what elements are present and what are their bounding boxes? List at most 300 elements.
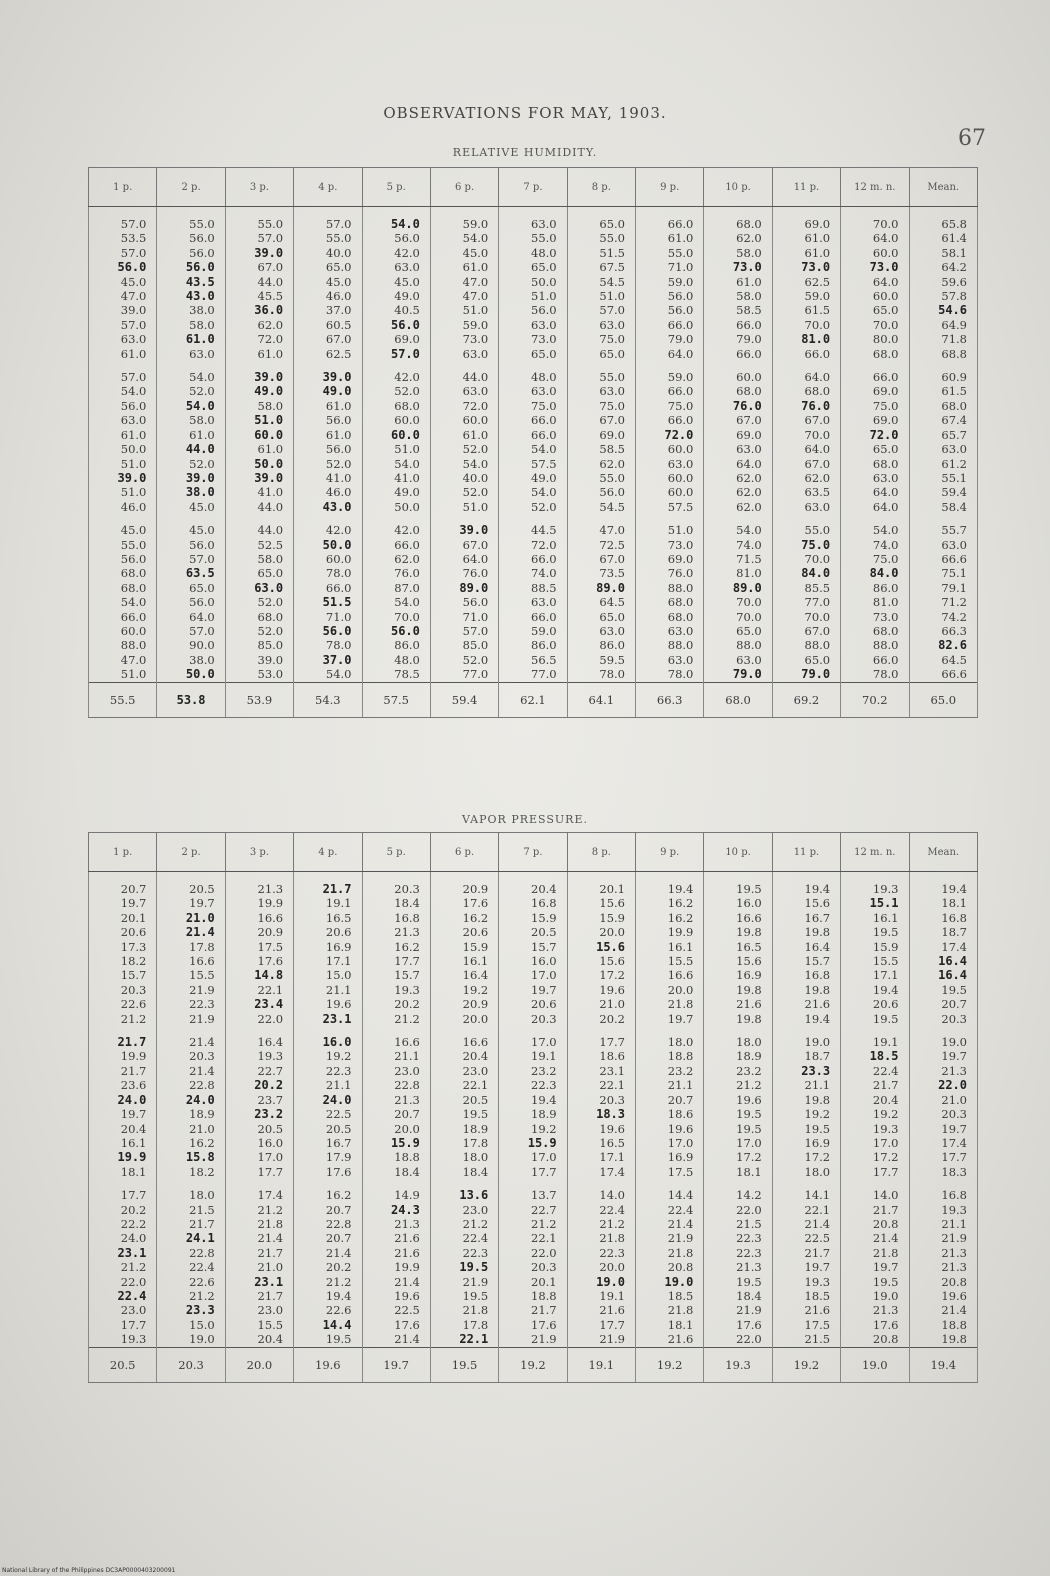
table-cell: 56.0 bbox=[294, 624, 362, 638]
table-cell: 89.0 bbox=[704, 581, 772, 595]
column-header: 2 p. bbox=[157, 168, 225, 207]
table-cell: 71.0 bbox=[430, 610, 498, 624]
table-cell: 55.0 bbox=[567, 471, 635, 485]
table-cell: 21.7 bbox=[294, 872, 362, 897]
table-row bbox=[89, 246, 978, 260]
table-cell: 52.0 bbox=[294, 457, 362, 471]
table-cell: 16.8 bbox=[909, 911, 978, 925]
table-cell: 15.9 bbox=[499, 911, 567, 925]
table-row bbox=[89, 1165, 978, 1179]
table-cell: 16.2 bbox=[636, 911, 704, 925]
column-header: 5 p. bbox=[362, 833, 430, 872]
table-cell: 21.1 bbox=[362, 1049, 430, 1063]
table-cell: 17.2 bbox=[772, 1150, 840, 1164]
column-header: 12 m. n. bbox=[841, 833, 909, 872]
table-cell: 22.7 bbox=[499, 1203, 567, 1217]
table-cell: 56.5 bbox=[499, 653, 567, 667]
table-cell: 19.0 bbox=[567, 1275, 635, 1289]
table-cell: 20.2 bbox=[362, 997, 430, 1011]
table-cell: 86.0 bbox=[567, 638, 635, 652]
table-cell: 49.0 bbox=[362, 485, 430, 499]
table-cell: 47.0 bbox=[89, 653, 157, 667]
table-cell: 74.0 bbox=[841, 538, 909, 552]
table-cell: 17.1 bbox=[841, 968, 909, 982]
table-cell: 15.6 bbox=[567, 940, 635, 954]
table-cell: 21.3 bbox=[362, 1093, 430, 1107]
table-cell: 84.0 bbox=[841, 566, 909, 580]
table-cell: 16.2 bbox=[157, 1136, 225, 1150]
table-cell: 17.6 bbox=[499, 1318, 567, 1332]
table-cell: 17.2 bbox=[567, 968, 635, 982]
table-cell: 19.0 bbox=[772, 1026, 840, 1049]
table-cell: 17.7 bbox=[89, 1318, 157, 1332]
table-cell: 20.3 bbox=[567, 1093, 635, 1107]
table-cell: 19.0 bbox=[636, 1275, 704, 1289]
table-cell: 16.2 bbox=[362, 940, 430, 954]
table-cell: 42.0 bbox=[294, 514, 362, 537]
table-cell: 22.1 bbox=[430, 1332, 498, 1347]
table-cell: 55.0 bbox=[157, 207, 225, 232]
table-cell: 23.0 bbox=[225, 1303, 293, 1317]
table-cell: 22.1 bbox=[499, 1231, 567, 1245]
table-cell: 20.0 bbox=[567, 925, 635, 939]
table-cell: 78.0 bbox=[636, 667, 704, 682]
table-cell: 21.5 bbox=[772, 1332, 840, 1347]
table-cell: 21.8 bbox=[636, 997, 704, 1011]
table-row bbox=[89, 332, 978, 346]
table-cell: 66.0 bbox=[636, 384, 704, 398]
table-cell: 18.9 bbox=[430, 1122, 498, 1136]
table-cell: 15.7 bbox=[362, 968, 430, 982]
table-cell: 54.0 bbox=[157, 361, 225, 384]
table-cell: 68.0 bbox=[841, 347, 909, 361]
table-cell: 65.0 bbox=[567, 207, 635, 232]
table-cell: 21.1 bbox=[294, 1078, 362, 1092]
mean-cell: 53.8 bbox=[157, 682, 225, 717]
table-cell: 22.0 bbox=[225, 1012, 293, 1026]
table-cell: 75.0 bbox=[841, 552, 909, 566]
table-cell: 60.0 bbox=[636, 442, 704, 456]
table-cell: 17.4 bbox=[909, 940, 978, 954]
table-cell: 72.0 bbox=[499, 538, 567, 552]
table-cell: 70.0 bbox=[772, 318, 840, 332]
table-cell: 21.6 bbox=[636, 1332, 704, 1347]
table-cell: 16.2 bbox=[636, 896, 704, 910]
table-cell: 20.9 bbox=[430, 872, 498, 897]
column-header: Mean. bbox=[909, 833, 978, 872]
table-cell: 17.8 bbox=[430, 1318, 498, 1332]
table-cell: 21.7 bbox=[841, 1203, 909, 1217]
table-cell: 19.1 bbox=[567, 1289, 635, 1303]
table-cell: 22.3 bbox=[294, 1064, 362, 1078]
table-cell: 19.0 bbox=[841, 1289, 909, 1303]
table-cell: 16.5 bbox=[567, 1136, 635, 1150]
table-cell: 20.8 bbox=[636, 1260, 704, 1274]
mean-cell: 69.2 bbox=[772, 682, 840, 717]
table-cell: 53.0 bbox=[225, 667, 293, 682]
table-cell: 66.0 bbox=[772, 347, 840, 361]
table-cell: 55.0 bbox=[89, 538, 157, 552]
column-header: 8 p. bbox=[567, 833, 635, 872]
table-cell: 49.0 bbox=[294, 384, 362, 398]
table-cell: 66.0 bbox=[499, 610, 567, 624]
table-cell: 51.0 bbox=[89, 667, 157, 682]
table-cell: 17.9 bbox=[294, 1150, 362, 1164]
table-cell: 71.0 bbox=[294, 610, 362, 624]
table-cell: 71.0 bbox=[636, 260, 704, 274]
table-cell: 24.0 bbox=[89, 1231, 157, 1245]
table-cell: 56.0 bbox=[636, 289, 704, 303]
table-cell: 86.0 bbox=[841, 581, 909, 595]
table-cell: 62.0 bbox=[704, 471, 772, 485]
mean-cell: 19.6 bbox=[294, 1347, 362, 1382]
table-cell: 57.0 bbox=[89, 207, 157, 232]
table-cell: 84.0 bbox=[772, 566, 840, 580]
table-row bbox=[89, 318, 978, 332]
table-cell: 19.9 bbox=[89, 1049, 157, 1063]
table-cell: 89.0 bbox=[567, 581, 635, 595]
table-cell: 21.3 bbox=[362, 1217, 430, 1231]
table-cell: 51.0 bbox=[225, 413, 293, 427]
table-cell: 21.3 bbox=[909, 1064, 978, 1078]
table-cell: 18.7 bbox=[772, 1049, 840, 1063]
table-cell: 39.0 bbox=[157, 471, 225, 485]
table-cell: 21.6 bbox=[567, 1303, 635, 1317]
table-cell: 17.7 bbox=[567, 1318, 635, 1332]
table-cell: 19.0 bbox=[909, 1026, 978, 1049]
table-cell: 14.9 bbox=[362, 1179, 430, 1202]
table-cell: 48.0 bbox=[362, 653, 430, 667]
table-cell: 18.2 bbox=[157, 1165, 225, 1179]
table-cell: 16.2 bbox=[294, 1179, 362, 1202]
table-cell: 71.2 bbox=[909, 595, 978, 609]
table-cell: 20.6 bbox=[841, 997, 909, 1011]
table-cell: 62.0 bbox=[225, 318, 293, 332]
column-header: 11 p. bbox=[772, 833, 840, 872]
table-cell: 17.7 bbox=[841, 1165, 909, 1179]
table-cell: 61.0 bbox=[704, 275, 772, 289]
table-cell: 19.5 bbox=[704, 1122, 772, 1136]
table-cell: 19.5 bbox=[704, 872, 772, 897]
table-cell: 22.8 bbox=[362, 1078, 430, 1092]
table-cell: 20.6 bbox=[499, 997, 567, 1011]
table-row bbox=[89, 566, 978, 580]
table-cell: 78.0 bbox=[294, 638, 362, 652]
table-cell: 55.0 bbox=[772, 514, 840, 537]
mean-cell: 19.2 bbox=[499, 1347, 567, 1382]
table-cell: 21.8 bbox=[430, 1303, 498, 1317]
table-cell: 65.7 bbox=[909, 428, 978, 442]
table-cell: 88.0 bbox=[89, 638, 157, 652]
table-cell: 65.0 bbox=[841, 442, 909, 456]
table-cell: 90.0 bbox=[157, 638, 225, 652]
table-cell: 42.0 bbox=[362, 514, 430, 537]
table-cell: 17.0 bbox=[499, 1150, 567, 1164]
mean-cell: 20.3 bbox=[157, 1347, 225, 1382]
table-cell: 23.1 bbox=[567, 1064, 635, 1078]
table-cell: 80.0 bbox=[841, 332, 909, 346]
table-cell: 21.2 bbox=[567, 1217, 635, 1231]
table-cell: 72.0 bbox=[841, 428, 909, 442]
table-cell: 15.9 bbox=[430, 940, 498, 954]
column-header: 6 p. bbox=[430, 833, 498, 872]
table-cell: 73.0 bbox=[841, 610, 909, 624]
table-cell: 69.0 bbox=[841, 384, 909, 398]
table-cell: 44.0 bbox=[225, 275, 293, 289]
table-cell: 54.6 bbox=[909, 303, 978, 317]
table-cell: 65.0 bbox=[225, 566, 293, 580]
table-cell: 17.6 bbox=[704, 1318, 772, 1332]
table-row bbox=[89, 1275, 978, 1289]
table-cell: 16.7 bbox=[772, 911, 840, 925]
table-cell: 21.3 bbox=[909, 1246, 978, 1260]
table-cell: 75.0 bbox=[772, 538, 840, 552]
table-cell: 21.4 bbox=[157, 1026, 225, 1049]
table-cell: 79.0 bbox=[772, 667, 840, 682]
table-cell: 15.9 bbox=[841, 940, 909, 954]
table-cell: 63.0 bbox=[89, 332, 157, 346]
table-cell: 56.0 bbox=[362, 624, 430, 638]
table-cell: 20.2 bbox=[567, 1012, 635, 1026]
table-cell: 17.5 bbox=[225, 940, 293, 954]
table-cell: 21.4 bbox=[772, 1217, 840, 1231]
table-cell: 13.7 bbox=[499, 1179, 567, 1202]
table-cell: 59.0 bbox=[636, 361, 704, 384]
table-cell: 69.0 bbox=[704, 428, 772, 442]
table-cell: 61.0 bbox=[430, 428, 498, 442]
table-cell: 51.0 bbox=[499, 289, 567, 303]
table-cell: 22.0 bbox=[89, 1275, 157, 1289]
table-cell: 16.4 bbox=[909, 954, 978, 968]
table-cell: 16.6 bbox=[636, 968, 704, 982]
table-cell: 68.0 bbox=[704, 207, 772, 232]
table-cell: 15.7 bbox=[499, 940, 567, 954]
table-cell: 73.0 bbox=[430, 332, 498, 346]
table-cell: 17.7 bbox=[362, 954, 430, 968]
table-cell: 21.1 bbox=[636, 1078, 704, 1092]
table-cell: 54.5 bbox=[567, 500, 635, 514]
table-cell: 18.4 bbox=[362, 1165, 430, 1179]
table-cell: 52.0 bbox=[499, 500, 567, 514]
table-cell: 14.0 bbox=[567, 1179, 635, 1202]
table-cell: 14.0 bbox=[841, 1179, 909, 1202]
table-cell: 66.0 bbox=[704, 347, 772, 361]
table-cell: 58.0 bbox=[157, 413, 225, 427]
table-cell: 62.0 bbox=[567, 457, 635, 471]
table-cell: 16.4 bbox=[772, 940, 840, 954]
table-cell: 64.9 bbox=[909, 318, 978, 332]
table-cell: 24.0 bbox=[89, 1093, 157, 1107]
table-cell: 16.1 bbox=[841, 911, 909, 925]
table-cell: 22.5 bbox=[362, 1303, 430, 1317]
table-cell: 47.0 bbox=[567, 514, 635, 537]
table-cell: 81.0 bbox=[841, 595, 909, 609]
table-cell: 74.0 bbox=[704, 538, 772, 552]
table-means-row bbox=[89, 1347, 978, 1382]
table-cell: 63.0 bbox=[499, 595, 567, 609]
table-row bbox=[89, 940, 978, 954]
table-cell: 20.0 bbox=[362, 1122, 430, 1136]
table-cell: 63.5 bbox=[157, 566, 225, 580]
table-cell: 20.7 bbox=[294, 1231, 362, 1245]
table-cell: 21.9 bbox=[636, 1231, 704, 1245]
table-cell: 45.0 bbox=[430, 246, 498, 260]
table-cell: 16.0 bbox=[704, 896, 772, 910]
table-cell: 64.0 bbox=[772, 361, 840, 384]
table-cell: 57.0 bbox=[430, 624, 498, 638]
table-cell: 21.4 bbox=[294, 1246, 362, 1260]
table-cell: 19.0 bbox=[157, 1332, 225, 1347]
table-row bbox=[89, 231, 978, 245]
mean-cell: 19.0 bbox=[841, 1347, 909, 1382]
table-cell: 15.7 bbox=[772, 954, 840, 968]
table-cell: 60.0 bbox=[362, 428, 430, 442]
table-cell: 55.0 bbox=[567, 231, 635, 245]
table-cell: 57.5 bbox=[636, 500, 704, 514]
table-cell: 16.6 bbox=[225, 911, 293, 925]
table-row bbox=[89, 925, 978, 939]
table-cell: 16.5 bbox=[704, 940, 772, 954]
table-cell: 23.2 bbox=[636, 1064, 704, 1078]
table-cell: 63.0 bbox=[430, 347, 498, 361]
table-cell: 56.0 bbox=[157, 260, 225, 274]
table-cell: 47.0 bbox=[430, 289, 498, 303]
table-cell: 61.0 bbox=[772, 246, 840, 260]
table-cell: 19.9 bbox=[225, 896, 293, 910]
table-cell: 21.0 bbox=[567, 997, 635, 1011]
table-cell: 19.7 bbox=[909, 1049, 978, 1063]
table-cell: 21.4 bbox=[909, 1303, 978, 1317]
table-cell: 52.0 bbox=[430, 653, 498, 667]
table-cell: 20.9 bbox=[430, 997, 498, 1011]
table-cell: 16.5 bbox=[294, 911, 362, 925]
table-cell: 19.3 bbox=[225, 1049, 293, 1063]
table-cell: 44.0 bbox=[430, 361, 498, 384]
table-row bbox=[89, 1303, 978, 1317]
table-cell: 22.0 bbox=[909, 1078, 978, 1092]
table-cell: 70.0 bbox=[841, 207, 909, 232]
table-cell: 16.6 bbox=[430, 1026, 498, 1049]
table-cell: 37.0 bbox=[294, 653, 362, 667]
table-cell: 78.5 bbox=[362, 667, 430, 682]
table-cell: 21.9 bbox=[909, 1231, 978, 1245]
table-cell: 20.5 bbox=[225, 1122, 293, 1136]
table-cell: 21.0 bbox=[909, 1093, 978, 1107]
table-cell: 52.0 bbox=[362, 384, 430, 398]
table-cell: 21.7 bbox=[225, 1289, 293, 1303]
table-cell: 67.0 bbox=[772, 413, 840, 427]
table-row bbox=[89, 954, 978, 968]
table-cell: 21.9 bbox=[157, 983, 225, 997]
table-cell: 16.9 bbox=[704, 968, 772, 982]
table-cell: 56.0 bbox=[294, 442, 362, 456]
column-header: 3 p. bbox=[225, 833, 293, 872]
table-cell: 18.0 bbox=[157, 1179, 225, 1202]
table-cell: 44.0 bbox=[225, 500, 293, 514]
table-cell: 19.4 bbox=[499, 1093, 567, 1107]
table-cell: 22.0 bbox=[704, 1332, 772, 1347]
table-row bbox=[89, 514, 978, 537]
table-cell: 22.1 bbox=[430, 1078, 498, 1092]
table-row bbox=[89, 384, 978, 398]
table-cell: 15.6 bbox=[772, 896, 840, 910]
table-cell: 18.4 bbox=[430, 1165, 498, 1179]
table-cell: 81.0 bbox=[704, 566, 772, 580]
table-cell: 21.4 bbox=[362, 1332, 430, 1347]
table-row bbox=[89, 1093, 978, 1107]
table-cell: 71.5 bbox=[704, 552, 772, 566]
table-cell: 61.0 bbox=[157, 428, 225, 442]
table-cell: 21.1 bbox=[909, 1217, 978, 1231]
table-cell: 64.2 bbox=[909, 260, 978, 274]
table-cell: 15.6 bbox=[567, 954, 635, 968]
table-cell: 13.6 bbox=[430, 1179, 498, 1202]
table-cell: 21.6 bbox=[772, 997, 840, 1011]
table-cell: 72.0 bbox=[225, 332, 293, 346]
table-cell: 50.0 bbox=[225, 457, 293, 471]
table-cell: 63.0 bbox=[636, 457, 704, 471]
table-cell: 63.0 bbox=[841, 471, 909, 485]
table-cell: 55.7 bbox=[909, 514, 978, 537]
table-cell: 22.4 bbox=[89, 1289, 157, 1303]
table-cell: 21.7 bbox=[225, 1246, 293, 1260]
table-cell: 87.0 bbox=[362, 581, 430, 595]
table-cell: 64.0 bbox=[841, 231, 909, 245]
table-cell: 65.0 bbox=[772, 653, 840, 667]
table-cell: 52.0 bbox=[157, 457, 225, 471]
table-cell: 68.0 bbox=[89, 581, 157, 595]
table-cell: 18.0 bbox=[772, 1165, 840, 1179]
table-row bbox=[89, 457, 978, 471]
table-cell: 69.0 bbox=[567, 428, 635, 442]
table-cell: 88.0 bbox=[841, 638, 909, 652]
table-cell: 40.0 bbox=[294, 246, 362, 260]
table-cell: 44.0 bbox=[157, 442, 225, 456]
table-cell: 61.4 bbox=[909, 231, 978, 245]
table-cell: 56.0 bbox=[499, 303, 567, 317]
table-cell: 61.0 bbox=[430, 260, 498, 274]
table-cell: 58.0 bbox=[704, 246, 772, 260]
table-cell: 19.6 bbox=[567, 983, 635, 997]
table-cell: 73.5 bbox=[567, 566, 635, 580]
table-cell: 18.8 bbox=[909, 1318, 978, 1332]
table-cell: 66.0 bbox=[841, 361, 909, 384]
table-cell: 43.0 bbox=[294, 500, 362, 514]
table-cell: 23.0 bbox=[430, 1203, 498, 1217]
table-cell: 76.0 bbox=[636, 566, 704, 580]
table-cell: 19.7 bbox=[89, 896, 157, 910]
table-cell: 17.0 bbox=[841, 1136, 909, 1150]
table-cell: 21.9 bbox=[430, 1275, 498, 1289]
table-cell: 68.0 bbox=[89, 566, 157, 580]
table-cell: 54.0 bbox=[89, 384, 157, 398]
table-cell: 45.0 bbox=[89, 275, 157, 289]
table-cell: 19.7 bbox=[772, 1260, 840, 1274]
table-cell: 61.2 bbox=[909, 457, 978, 471]
table-cell: 19.4 bbox=[772, 1012, 840, 1026]
table-cell: 24.0 bbox=[157, 1093, 225, 1107]
table-cell: 69.0 bbox=[636, 552, 704, 566]
table-cell: 16.7 bbox=[294, 1136, 362, 1150]
table-cell: 52.0 bbox=[430, 442, 498, 456]
mean-cell: 55.5 bbox=[89, 682, 157, 717]
table-cell: 19.6 bbox=[567, 1122, 635, 1136]
table-cell: 16.8 bbox=[499, 896, 567, 910]
table-cell: 60.0 bbox=[841, 289, 909, 303]
table-cell: 20.1 bbox=[499, 1275, 567, 1289]
table-cell: 16.6 bbox=[157, 954, 225, 968]
table-cell: 50.0 bbox=[294, 538, 362, 552]
